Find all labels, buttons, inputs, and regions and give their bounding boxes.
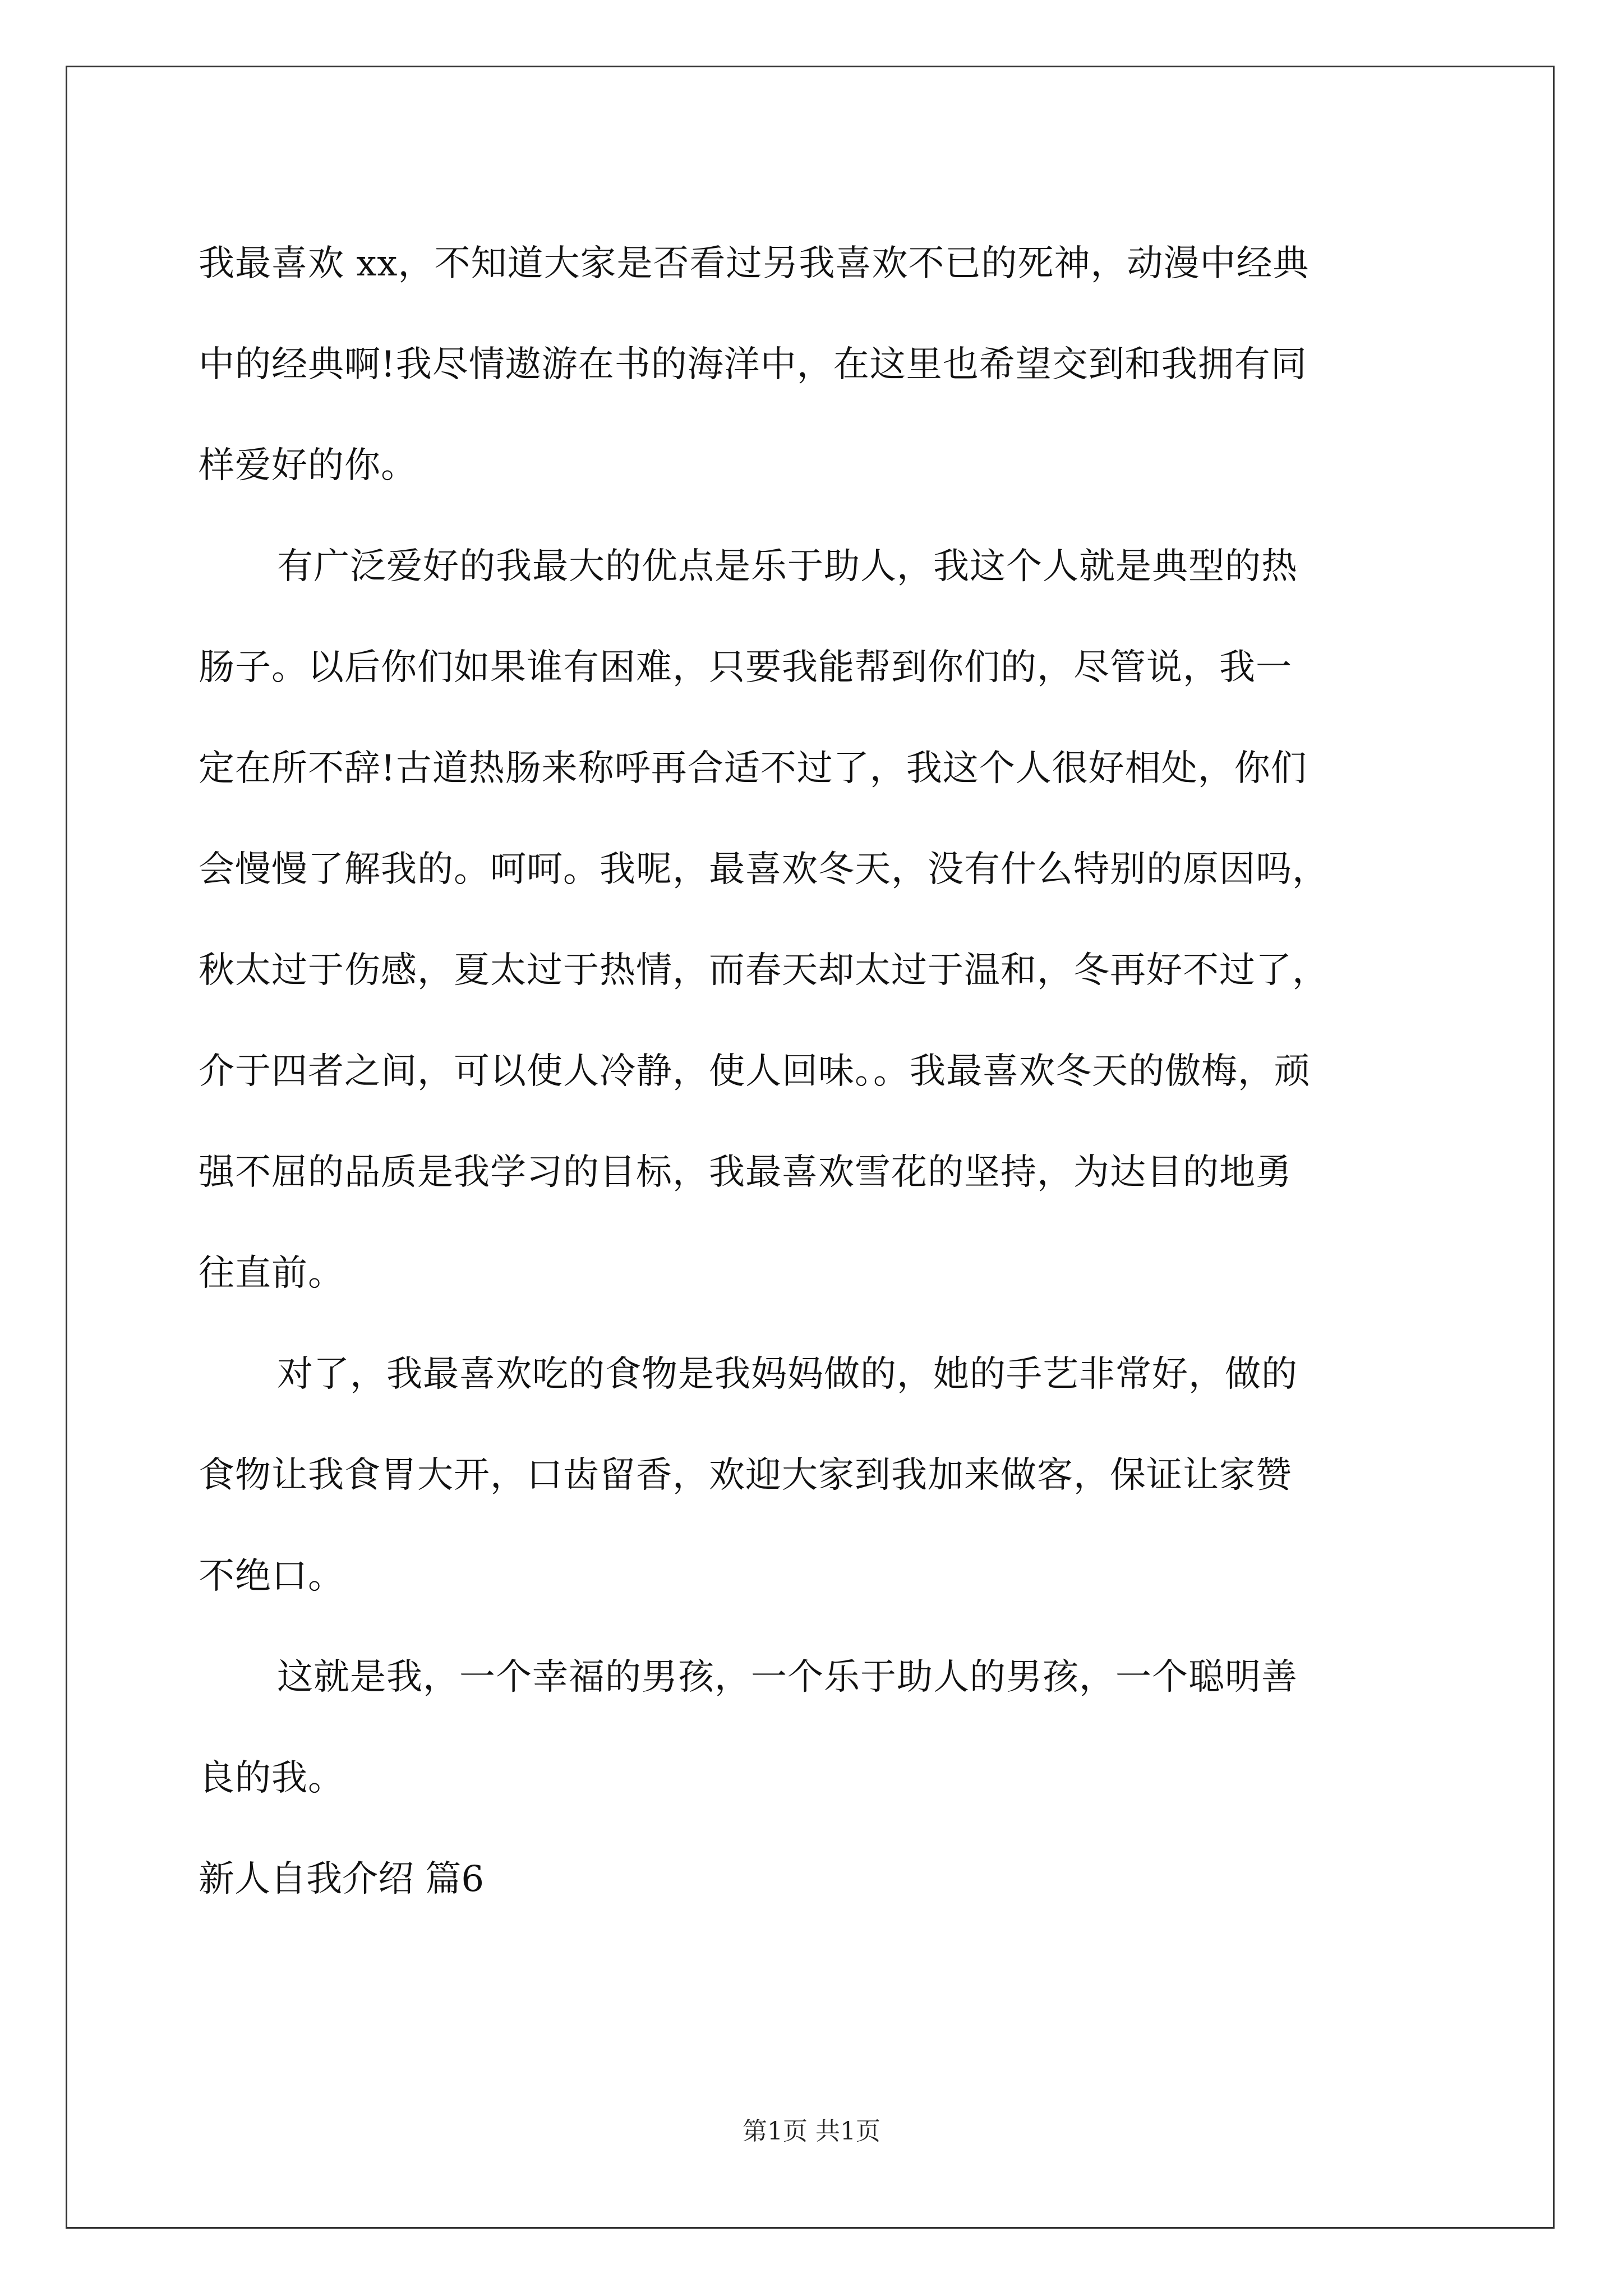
- paragraph-3: [199, 1324, 1421, 1627]
- text-line: 往直前。: [199, 1253, 344, 1294]
- text-line: 强不屈的品质是我学习的目标，我最喜欢雪花的坚持，为达目的地勇: [199, 1152, 1292, 1193]
- paragraph-1: [199, 213, 1421, 516]
- document-body: [199, 213, 1421, 1924]
- text-line: 有广泛爱好的我最大的优点是乐于助人，我这个人就是典型的热: [277, 546, 1298, 587]
- text-line: 介于四者之间，可以使人冷静，使人回味。。我最喜欢冬天的傲梅，顽: [199, 1051, 1311, 1092]
- text-line: 肠子。以后你们如果谁有困难，只要我能帮到你们的，尽管说，我一: [199, 647, 1292, 688]
- text-line: 中的经典啊!我尽情遨游在书的海洋中，在这里也希望交到和我拥有同: [199, 344, 1307, 385]
- text-line: 食物让我食胃大开，口齿留香，欢迎大家到我加来做客，保证让家赞: [199, 1455, 1292, 1496]
- text-line: 这就是我，一个幸福的男孩，一个乐于助人的男孩，一个聪明善: [277, 1657, 1298, 1698]
- text-line: 对了，我最喜欢吃的食物是我妈妈做的，她的手艺非常好，做的: [277, 1354, 1298, 1395]
- text-line: 良的我。: [199, 1757, 344, 1799]
- paragraph-2: [199, 516, 1421, 1324]
- paragraph-4: [199, 1627, 1421, 1829]
- text-line: 我最喜欢 xx，不知道大家是否看过另我喜欢不已的死神，动漫中经典: [199, 243, 1310, 284]
- text-line: 不绝口。: [199, 1556, 344, 1597]
- text-line: 定在所不辞!古道热肠来称呼再合适不过了，我这个人很好相处，你们: [199, 748, 1307, 789]
- section-heading: 新人自我介绍 篇6: [199, 1858, 485, 1900]
- text-line: 样爱好的你。: [199, 445, 417, 486]
- text-line: 秋太过于伤感，夏太过于热情，而春天却太过于温和，冬再好不过了，: [199, 950, 1329, 991]
- page-number: 第1页 共1页: [743, 2117, 880, 2146]
- page-footer: [0, 2115, 1623, 2148]
- text-line: 会慢慢了解我的。呵呵。我呢，最喜欢冬天，没有什么特别的原因吗，: [199, 849, 1329, 890]
